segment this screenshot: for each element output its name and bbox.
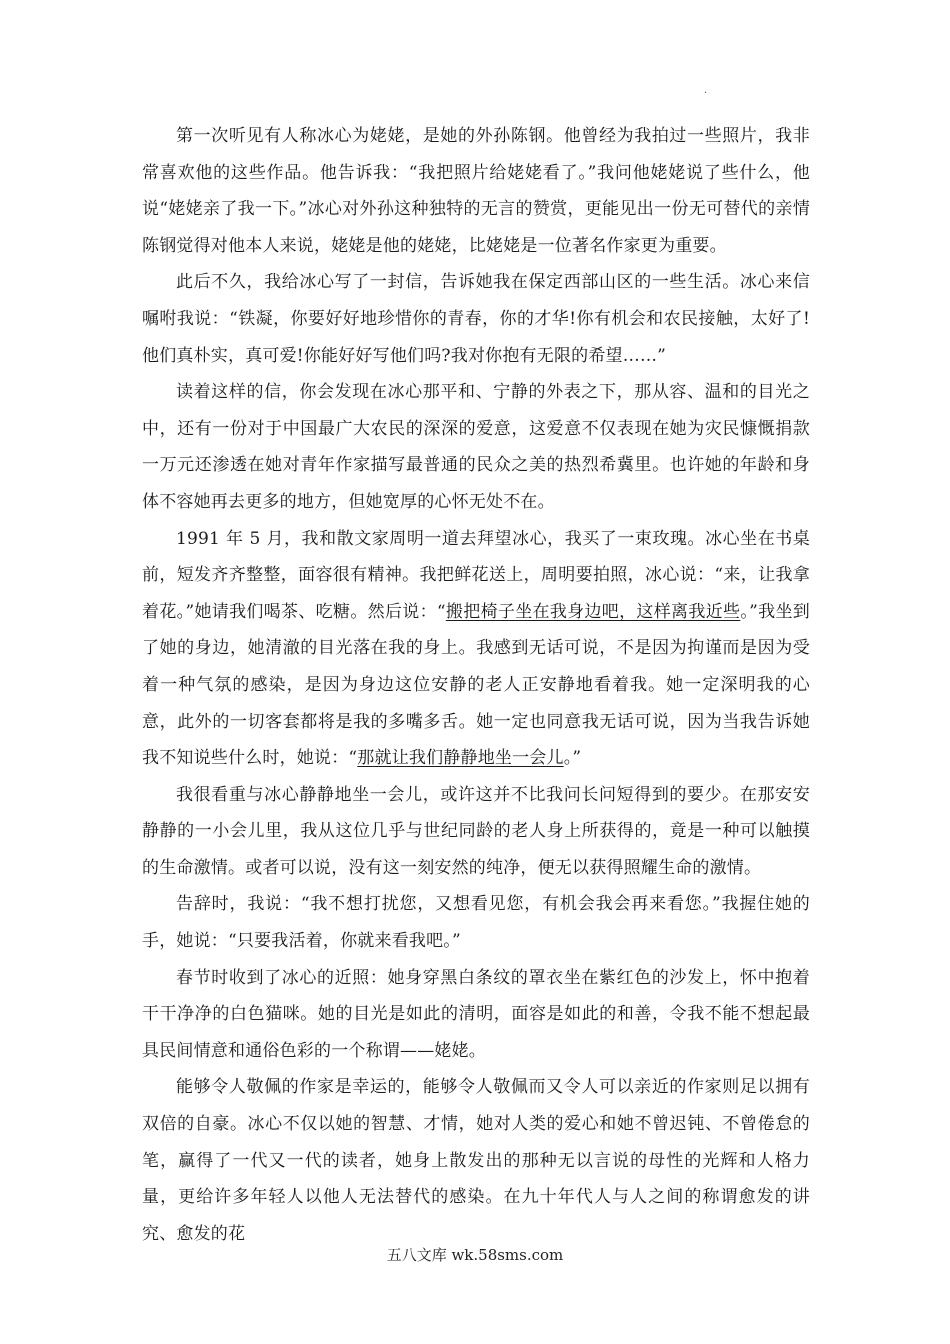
paragraph [142,1069,810,1252]
paragraph [142,777,810,887]
paragraph [142,264,810,374]
paragraph-text: 第一次听见有人称冰心为姥姥，是她的外孙陈钢。他曾经为我拍过一些照片，我非常喜欢他的这些作品。他告诉我：“我把照片给姥姥看了。”我问他姥姥说了些什么，他说“姥姥亲了我一下。”冰心对外孙这种独特的无言的赞赏，更能见出一份无可替代的亲情陈钢觉得对他本人来说，姥姥是他的姥姥，比姥姥是一位著名作家更为重要。 [142,126,810,256]
paragraph-text: 能够令人敬佩的作家是幸运的，能够令人敬佩而又令人可以亲近的作家则足以拥有双倍的自豪。冰心不仅以她的智慧、才情，她对人类的爱心和她不曾迟钝、不曾倦怠的笔，赢得了一代又一代的读者，她身上散发出的那种无以言说的母性的光辉和人格力量，更给许多年轻人以他人无法替代的感染。在九十年代人与人之间的称谓愈发的讲究、愈发的花 [142,1077,810,1244]
paragraph [142,521,810,777]
paragraph-text: 告辞时，我说：“我不想打扰您，又想看见您，有机会我会再来看您。”我握住她的手，她说：“只要我活着，你就来看我吧。” [142,894,810,952]
underlined-quote: 那就让我们静静地坐一会儿 [357,748,564,769]
paragraph [142,960,810,1070]
paragraph [142,886,810,959]
paragraph-text: 。”我坐到了她的身边，她清澈的目光落在我的身上。我感到无话可说，不是因为拘谨而是因为受着一种气氛的感染，是因为身边这位安静的老人正安静地看着我。她一定深明我的心意，此外的一切客套都将是我的多嘴多舌。她一定也同意我无话可说，因为当我告诉她我不知说些什么时，她说：“ [142,601,810,769]
paragraph-text: 春节时收到了冰心的近照：她身穿黑白条纹的罩衣坐在紫红色的沙发上，怀中抱着干干净净的白色猫咪。她的目光是如此的清明，面容是如此的和善，令我不能不想起最具民间情意和通俗色彩的一个称谓——姥姥。 [142,967,810,1061]
article-body [142,118,810,1252]
page-mark: · [704,88,708,99]
paragraph [142,374,810,520]
paragraph-text: 。” [563,748,582,769]
underlined-quote: 搬把椅子坐在我身边吧，这样离我近些 [445,601,741,622]
footer-watermark: 五八文库 wk.58sms.com [386,1246,564,1264]
paragraph-text: 我很看重与冰心静静地坐一会儿，或许这并不比我问长问短得到的要少。在那安安静静的一小会儿里，我从这位几乎与世纪同龄的老人身上所获得的，竟是一种可以触摸的生命激情。或者可以说，没有这一刻安然的纯净，便无以获得照耀生命的激情。 [142,784,810,878]
paragraph-text: 此后不久，我给冰心写了一封信，告诉她我在保定西部山区的一些生活。冰心来信嘱咐我说：“铁凝，你要好好地珍惜你的青春，你的才华!你有机会和农民接触，太好了!他们真朴实，真可爱!你能好好写他们吗?我对你抱有无限的希望……” [142,272,810,366]
paragraph [142,118,810,264]
paragraph-text: 读着这样的信，你会发现在冰心那平和、宁静的外表之下，那从容、温和的目光之中，还有一份对于中国最广大农民的深深的爱意，这爱意不仅表现在她为灾民慷慨捐款一万元还渗透在她对青年作家描写最普通的民众之美的热烈希冀里。也许她的年龄和身体不容她再去更多的地方，但她宽厚的心怀无处不在。 [142,382,810,512]
paragraph-text: 1991 年 5 月，我和散文家周明一道去拜望冰心，我买了一束玫瑰。冰心坐在书桌前，短发齐齐整整，面容很有精神。我把鲜花送上，周明要拍照，冰心说：“来，让我拿着花。”她请我们喝茶、吃糖。然后说：“ [142,528,810,622]
